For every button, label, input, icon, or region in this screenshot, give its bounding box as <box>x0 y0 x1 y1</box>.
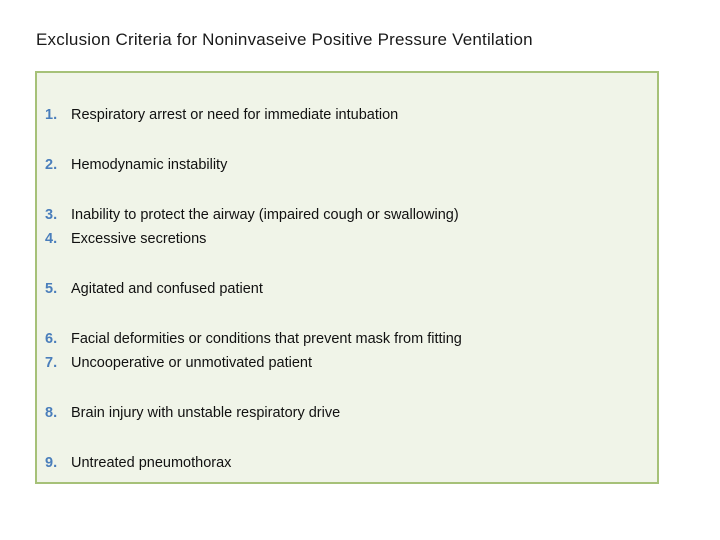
item-number: 8. <box>45 405 58 421</box>
criteria-item-4 <box>45 231 206 247</box>
criteria-item-7 <box>45 355 312 371</box>
item-text: Respiratory arrest or need for immediate intubation <box>71 107 399 123</box>
item-number: 7. <box>45 355 58 371</box>
item-text: Excessive secretions <box>71 231 207 247</box>
item-text: Untreated pneumothorax <box>71 455 232 471</box>
criteria-item-8 <box>45 405 340 421</box>
criteria-item-9 <box>45 455 231 471</box>
criteria-item-6 <box>45 331 462 347</box>
item-number: 6. <box>45 331 58 347</box>
item-text: Facial deformities or conditions that prevent mask from fitting <box>71 331 462 347</box>
slide-title: Exclusion Criteria for Noninvaseive Positive Pressure Ventilation <box>36 30 533 49</box>
item-text: Inability to protect the airway (impaired cough or swallowing) <box>71 207 459 223</box>
item-number: 9. <box>45 455 58 471</box>
item-number: 5. <box>45 281 58 297</box>
item-text: Uncooperative or unmotivated patient <box>71 355 313 371</box>
criteria-box <box>35 71 659 484</box>
criteria-item-1 <box>45 107 398 123</box>
item-number: 3. <box>45 207 58 223</box>
criteria-item-2 <box>45 157 227 173</box>
item-number: 1. <box>45 107 58 123</box>
criteria-item-5 <box>45 281 263 297</box>
item-text: Brain injury with unstable respiratory drive <box>71 405 341 421</box>
item-text: Hemodynamic instability <box>71 157 228 173</box>
criteria-item-3 <box>45 207 459 223</box>
item-number: 4. <box>45 231 58 247</box>
item-number: 2. <box>45 157 58 173</box>
item-text: Agitated and confused patient <box>71 281 263 297</box>
